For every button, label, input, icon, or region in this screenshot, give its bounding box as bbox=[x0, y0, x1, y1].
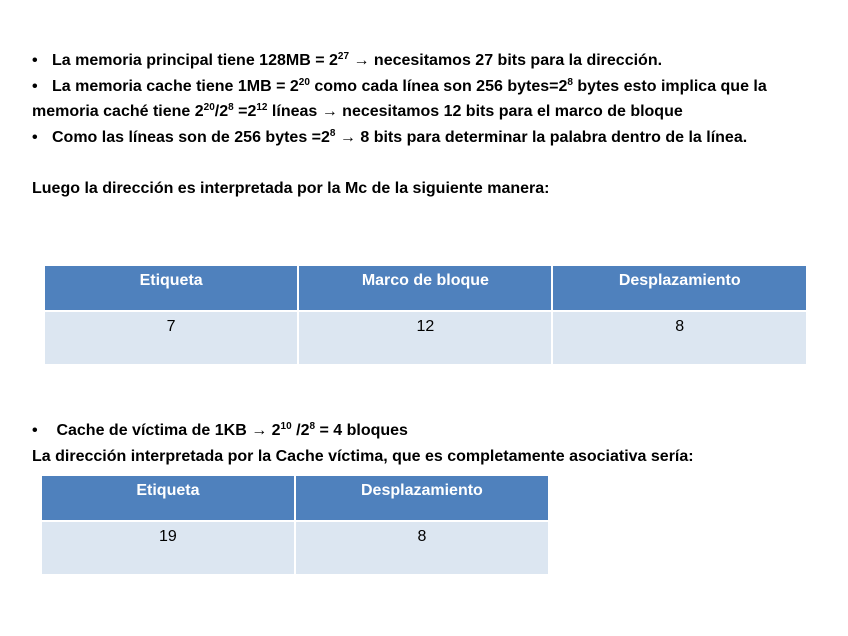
exponent: 10 bbox=[280, 421, 292, 432]
address-format-table-victim bbox=[40, 474, 550, 576]
text-segment: necesitamos 27 bits para la dirección. bbox=[369, 52, 663, 69]
bullet-line-offset bbox=[32, 125, 812, 151]
arrow-right-icon: → bbox=[353, 52, 370, 69]
intro-table-1: Luego la dirección es interpretada por la Mc de la siguiente manera: bbox=[32, 180, 550, 197]
exponent: 20 bbox=[203, 102, 215, 113]
text-segment: Cache de víctima de 1KB bbox=[56, 422, 252, 439]
exponent: 8 bbox=[567, 76, 573, 88]
arrow-right-icon: → bbox=[339, 128, 356, 146]
address-format-table-mc bbox=[43, 264, 808, 366]
table-row bbox=[41, 521, 549, 575]
exponent: 12 bbox=[256, 102, 268, 113]
text-segment: como cada línea son 256 bytes=2 bbox=[309, 77, 568, 95]
text-segment: =2 bbox=[233, 103, 257, 120]
exponent: 8 bbox=[228, 102, 234, 113]
cell-etiqueta: 7 bbox=[44, 311, 298, 365]
column-header-desplazamiento: Desplazamiento bbox=[295, 475, 549, 521]
text-segment: necesitamos 12 bits para el marco de bloque bbox=[337, 103, 683, 120]
text-segment: bytes esto implica que la memoria caché tiene 2 bbox=[32, 77, 767, 120]
intro-table-2: La dirección interpretada por la Cache víctima, que es completamente asociativa sería: bbox=[32, 447, 694, 465]
cell-marco: 12 bbox=[298, 311, 552, 365]
text-segment: La memoria principal tiene 128MB = 2 bbox=[52, 52, 338, 69]
bullet-dot: • bbox=[32, 52, 38, 69]
bullet-dot: • bbox=[32, 128, 38, 146]
slide-body bbox=[32, 48, 812, 202]
column-header-desplazamiento: Desplazamiento bbox=[552, 265, 807, 311]
exponent: 8 bbox=[309, 421, 316, 432]
column-header-etiqueta: Etiqueta bbox=[41, 475, 295, 521]
exponent: 27 bbox=[337, 51, 350, 62]
text-segment: /2 bbox=[291, 422, 310, 439]
exponent: 8 bbox=[329, 127, 336, 139]
arrow-right-icon: → bbox=[251, 422, 268, 439]
text-segment: Como las líneas son de 256 bytes =2 bbox=[52, 128, 330, 146]
column-header-marco: Marco de bloque bbox=[298, 265, 552, 311]
bullet-main-memory bbox=[32, 48, 812, 74]
text-segment: /2 bbox=[214, 103, 229, 120]
text-segment: 8 bits para determinar la palabra dentro de la línea. bbox=[355, 128, 748, 146]
text-segment: La memoria cache tiene 1MB = 2 bbox=[52, 77, 299, 95]
cell-desplazamiento: 8 bbox=[552, 311, 807, 365]
cell-desplazamiento: 8 bbox=[295, 521, 549, 575]
bullet-dot: • bbox=[32, 77, 38, 95]
text-segment: 2 bbox=[267, 422, 281, 439]
bullet-cache-memory bbox=[32, 74, 812, 125]
table-row bbox=[44, 311, 807, 365]
text-segment: = 4 bloques bbox=[315, 422, 408, 439]
exponent: 20 bbox=[298, 76, 310, 88]
bullet-dot: • bbox=[32, 422, 38, 439]
table-header-row bbox=[41, 475, 549, 521]
arrow-right-icon: → bbox=[321, 103, 338, 120]
text-segment: líneas bbox=[267, 103, 322, 120]
column-header-etiqueta: Etiqueta bbox=[44, 265, 298, 311]
table-header-row bbox=[44, 265, 807, 311]
victim-cache-section bbox=[32, 418, 822, 469]
cell-etiqueta: 19 bbox=[41, 521, 295, 575]
bullet-victim-cache bbox=[32, 418, 822, 444]
